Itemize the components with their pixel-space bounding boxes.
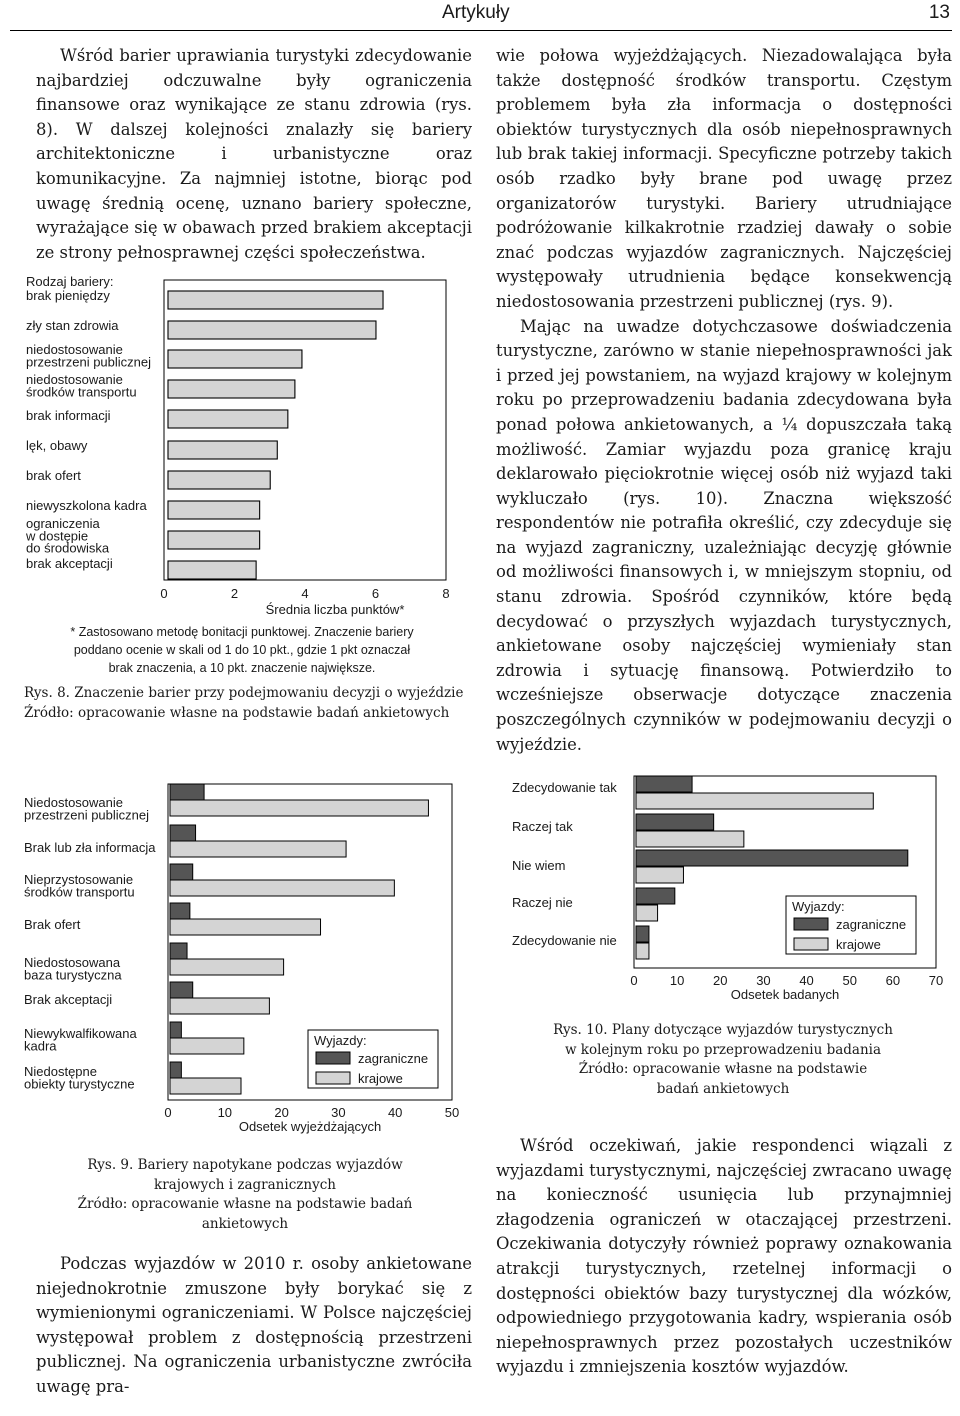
legend-title: Wyjazdy: [314,1033,367,1048]
paragraph: Wśród barier uprawiania turystyki zdecydowanie najbardziej odczuwalne były ograniczenia finansowe oraz wynikające ze stanu zdrowia (rys. 8). W dalszej kolejności znalazły się bariery architektoniczne i urbanistyczne oraz komunikacyjne. Za najmniej istotne, biorąc pod uwagę średnią ocenę, uznano bariery społeczne, wyrażające się w obawach przed brakiem akceptacji ze strony pełnosprawnej części społeczeństwa. [36,46,472,262]
bar-6 [168,471,270,489]
bar-krajowe-4 [636,943,649,959]
bar-0 [168,291,383,309]
bar-9 [168,561,256,579]
category-label-3: Raczej nie [512,895,573,910]
legend-label-krajowe: krajowe [358,1071,403,1086]
category-label-1: Brak lub zła informacja [24,840,156,855]
paragraph: wie połowa wyjeżdżających. Niezadowalająca była także dostępność środków transportu. Częstym problemem była zła informacja o dostępności obiektów turystycznych dla osób niepełnosprawnych lub brak takiej informacji. Specyficzne potrzeby takich osób rzadko były brane pod uwagę przez organizatorów turystyki. Bariery utrudniające podróżowanie kilkakrotnie rzadziej dawały o sobie znać podczas wyjazdów zagranicznych. Najczęściej występowały utrudnienia będące konsekwencją niedostosowania przestrzeni publicznej (rys. 9). [496,46,952,311]
bar-krajowe-3 [636,905,658,921]
x-tick-label-1: 10 [669,973,685,988]
bar-krajowe-2 [170,880,394,896]
right-column-bottom-text [496,1134,952,1380]
category-label-7: niewyszkolona kadra [26,498,147,513]
category-label-0: brak pieniędzy [26,288,110,303]
category-label-4: Niedostosowana baza turystyczna [24,955,122,983]
x-tick-label-0: 0 [160,586,168,601]
legend-swatch-krajowe [316,1072,350,1084]
bar-krajowe-2 [636,867,683,883]
x-axis-label: Odsetek wyjeżdżających [238,1119,382,1134]
legend-title: Wyjazdy: [792,899,845,914]
paragraph: Mając na uwadze dotychczasowe doświadczenia turystyczne, zarówno w stanie niepełnosprawności jak i przed jej powstaniem, na wyjazd krajowy w kolejnym roku po przeprowadzeniu badania zdecydowana była ponad połowa ankietowanych, a ¼ dopuszczała taką możliwość. Zamiar wyjazdu poza granicę kraju deklarowało pięciokrotnie więcej osób niż wyjazd taki wykluczało (rys. 10). Znaczna większość respondentów nie potrafiła określić, czy zdecyduje się na wyjazd zagraniczny, uzależniając decyzję głównie od możliwości finansowych i, w mniejszym stopniu, od stanu zdrowia. Spośród czynników, które będą decydować o przyszłych wyjazdach turystycznych, ankietowane osoby najczęściej wymieniały stan zdrowia i sytuację finansową. Potwierdziło to wcześniejsze obserwacje dotyczące znaczenia poszczególnych czynników w podejmowaniu decyzji o wyjeździe. [496,316,952,754]
caption-source: Źródło: opracowanie własne na podstawie badań ankietowych [24,704,450,721]
bar-krajowe-3 [170,919,321,935]
footnote-line-1: poddano ocenie w skali od 1 do 10 pkt., gdzie 1 pkt oznaczał [73,643,411,657]
category-label-4: Zdecydowanie nie [512,933,617,948]
category-label-9: brak akceptacji [26,556,113,571]
bar-zagraniczne-1 [636,814,714,830]
running-header-section: Artykuły [442,2,510,23]
bar-zagraniczne-4 [170,943,187,959]
x-tick-label-5: 50 [444,1105,460,1120]
bar-krajowe-1 [170,841,346,857]
x-tick-label-5: 50 [842,973,857,988]
bar-krajowe-4 [170,959,284,975]
category-label-2: Nie wiem [512,858,566,873]
x-tick-label-4: 40 [799,973,814,988]
legend-label-zagraniczne: zagraniczne [836,917,907,932]
legend-swatch-zagraniczne [316,1052,350,1064]
category-label-2: Nieprzystosowanie środków transportu [24,872,135,900]
x-tick-label-2: 20 [274,1105,289,1120]
category-label-0: Niedostosowanie przestrzeni publicznej [24,795,150,823]
category-label-3: Brak ofert [24,917,81,932]
category-label-2: niedostosowanie przestrzeni publicznej [26,342,152,370]
footnote-line-0: * Zastosowano metodę bonitacji punktowej. Znaczenie bariery [70,625,414,639]
bar-zagraniczne-4 [636,926,649,942]
x-tick-label-1: 10 [217,1105,233,1120]
category-label-1: zły stan zdrowia [26,318,119,333]
bar-2 [168,350,302,368]
x-tick-label-0: 0 [164,1105,172,1120]
bar-krajowe-7 [170,1078,241,1094]
footnote-line-2: brak znaczenia, a 10 pkt. znaczenie największe. [108,661,376,675]
bar-krajowe-0 [636,793,873,809]
category-label-0: Zdecydowanie tak [512,780,617,795]
left-column-top-text [36,44,472,265]
caption-title: Rys. 9. Bariery napotykane podczas wyjazdów [87,1157,403,1173]
paragraph: Wśród oczekiwań, jakie respondenci wiązali z wyjazdami turystycznymi, najczęściej zwracano uwagę na konieczność usunięcia lub przynajmniej złagodzenia ograniczeń w otaczającej przestrzeni. Oczekiwania dotyczyły również poprawy oznakowania atrakcji turystycznych, rzetelnej informacji o dostępności obiektów bazy turystycznej dla wózków, odpowiedniego przygotowania kadry, wspierania osób niepełnosprawnych przez pozostałych uczestników wyjazdu i zmniejszenia kosztów wyjazdów. [496,1136,952,1377]
figure-9-caption [40,1156,450,1234]
category-label-4: brak informacji [26,408,111,423]
bar-zagraniczne-3 [170,903,190,919]
x-tick-label-6: 60 [885,973,901,988]
x-tick-label-2: 20 [713,973,728,988]
x-tick-label-0: 0 [630,973,638,988]
caption-title: Rys. 10. Plany dotyczące wyjazdów turystycznych [553,1022,893,1038]
figure-8-bar-chart [24,268,494,678]
category-label-1: Raczej tak [512,819,573,834]
x-tick-label-7: 70 [928,973,944,988]
footnote [70,625,414,675]
bar-zagraniczne-0 [636,776,692,792]
bar-3 [168,380,295,398]
bar-zagraniczne-1 [170,825,196,841]
bar-zagraniczne-5 [170,982,193,998]
category-label-5: Brak akceptacji [24,992,113,1007]
legend-swatch-krajowe [794,938,828,950]
category-label-6: brak ofert [26,468,81,483]
x-tick-label-2: 4 [301,586,309,601]
x-tick-label-3: 30 [331,1105,346,1120]
figure-9-bar-chart [20,776,470,1146]
caption-source: Źródło: opracowanie własne na podstawie badań ankietowych [77,1196,413,1232]
bar-zagraniczne-3 [636,888,675,904]
caption-subtitle: w kolejnym roku po przeprowadzeniu badania [564,1041,882,1058]
figure-10-bar-chart [500,772,950,1002]
bar-zagraniczne-6 [170,1022,181,1038]
x-tick-label-1: 2 [230,586,239,601]
bar-zagraniczne-2 [170,864,193,880]
bar-zagraniczne-2 [636,850,908,866]
bar-8 [168,531,260,549]
left-column-bottom-text [36,1252,472,1400]
category-label-8: ograniczenia w dostępie do środowiska [26,516,110,556]
header-rule [10,30,952,31]
legend [308,1030,438,1088]
legend-swatch-zagraniczne [794,918,828,930]
category-label-5: lęk, obawy [26,438,88,453]
bar-krajowe-0 [170,800,428,816]
x-tick-label-3: 30 [756,973,771,988]
bar-krajowe-1 [636,831,744,847]
legend-label-zagraniczne: zagraniczne [358,1051,429,1066]
figure-8-caption [24,684,484,723]
x-tick-label-3: 6 [371,586,380,601]
caption-source: Źródło: opracowanie własne na podstawie [578,1061,868,1077]
page-number: 13 [928,2,950,23]
figure-10-caption [520,1021,926,1099]
caption-subtitle: krajowych i zagranicznych [154,1176,336,1193]
bar-1 [168,321,376,339]
bar-4 [168,410,288,428]
x-tick-label-4: 8 [442,586,450,601]
category-label-6: Niewykwalfikowana kadra [24,1026,137,1054]
bar-krajowe-6 [170,1038,244,1054]
legend-label-krajowe: krajowe [836,937,881,952]
x-axis-label: Średnia liczba punktów* [265,602,405,617]
bar-krajowe-5 [170,998,269,1014]
category-header-label: Rodzaj bariery: [26,274,114,289]
bar-5 [168,441,277,459]
caption-title: Rys. 8. Znaczenie barier przy podejmowaniu decyzji o wyjeździe [24,685,464,701]
right-column-top-text [496,44,952,757]
paragraph: Podczas wyjazdów w 2010 r. osoby ankietowane niejednokrotnie zmuszone były borykać się z wymienionymi ograniczeniami. W Polsce najczęściej występował problem z dostępnością przestrzeni publicznej. Na ograniczenia urbanistyczne zwróciła uwagę pra- [36,1254,472,1396]
x-axis-label: Odsetek badanych [730,987,840,1002]
bar-7 [168,501,260,519]
category-label-7: Niedostępne obiekty turystyczne [24,1064,135,1092]
bar-zagraniczne-0 [170,784,204,800]
legend [786,896,916,954]
category-label-3: niedostosowanie środków transportu [26,372,137,400]
x-tick-label-4: 40 [387,1105,403,1120]
bar-zagraniczne-7 [170,1062,181,1078]
caption-source-cont: badań ankietowych [656,1080,790,1097]
